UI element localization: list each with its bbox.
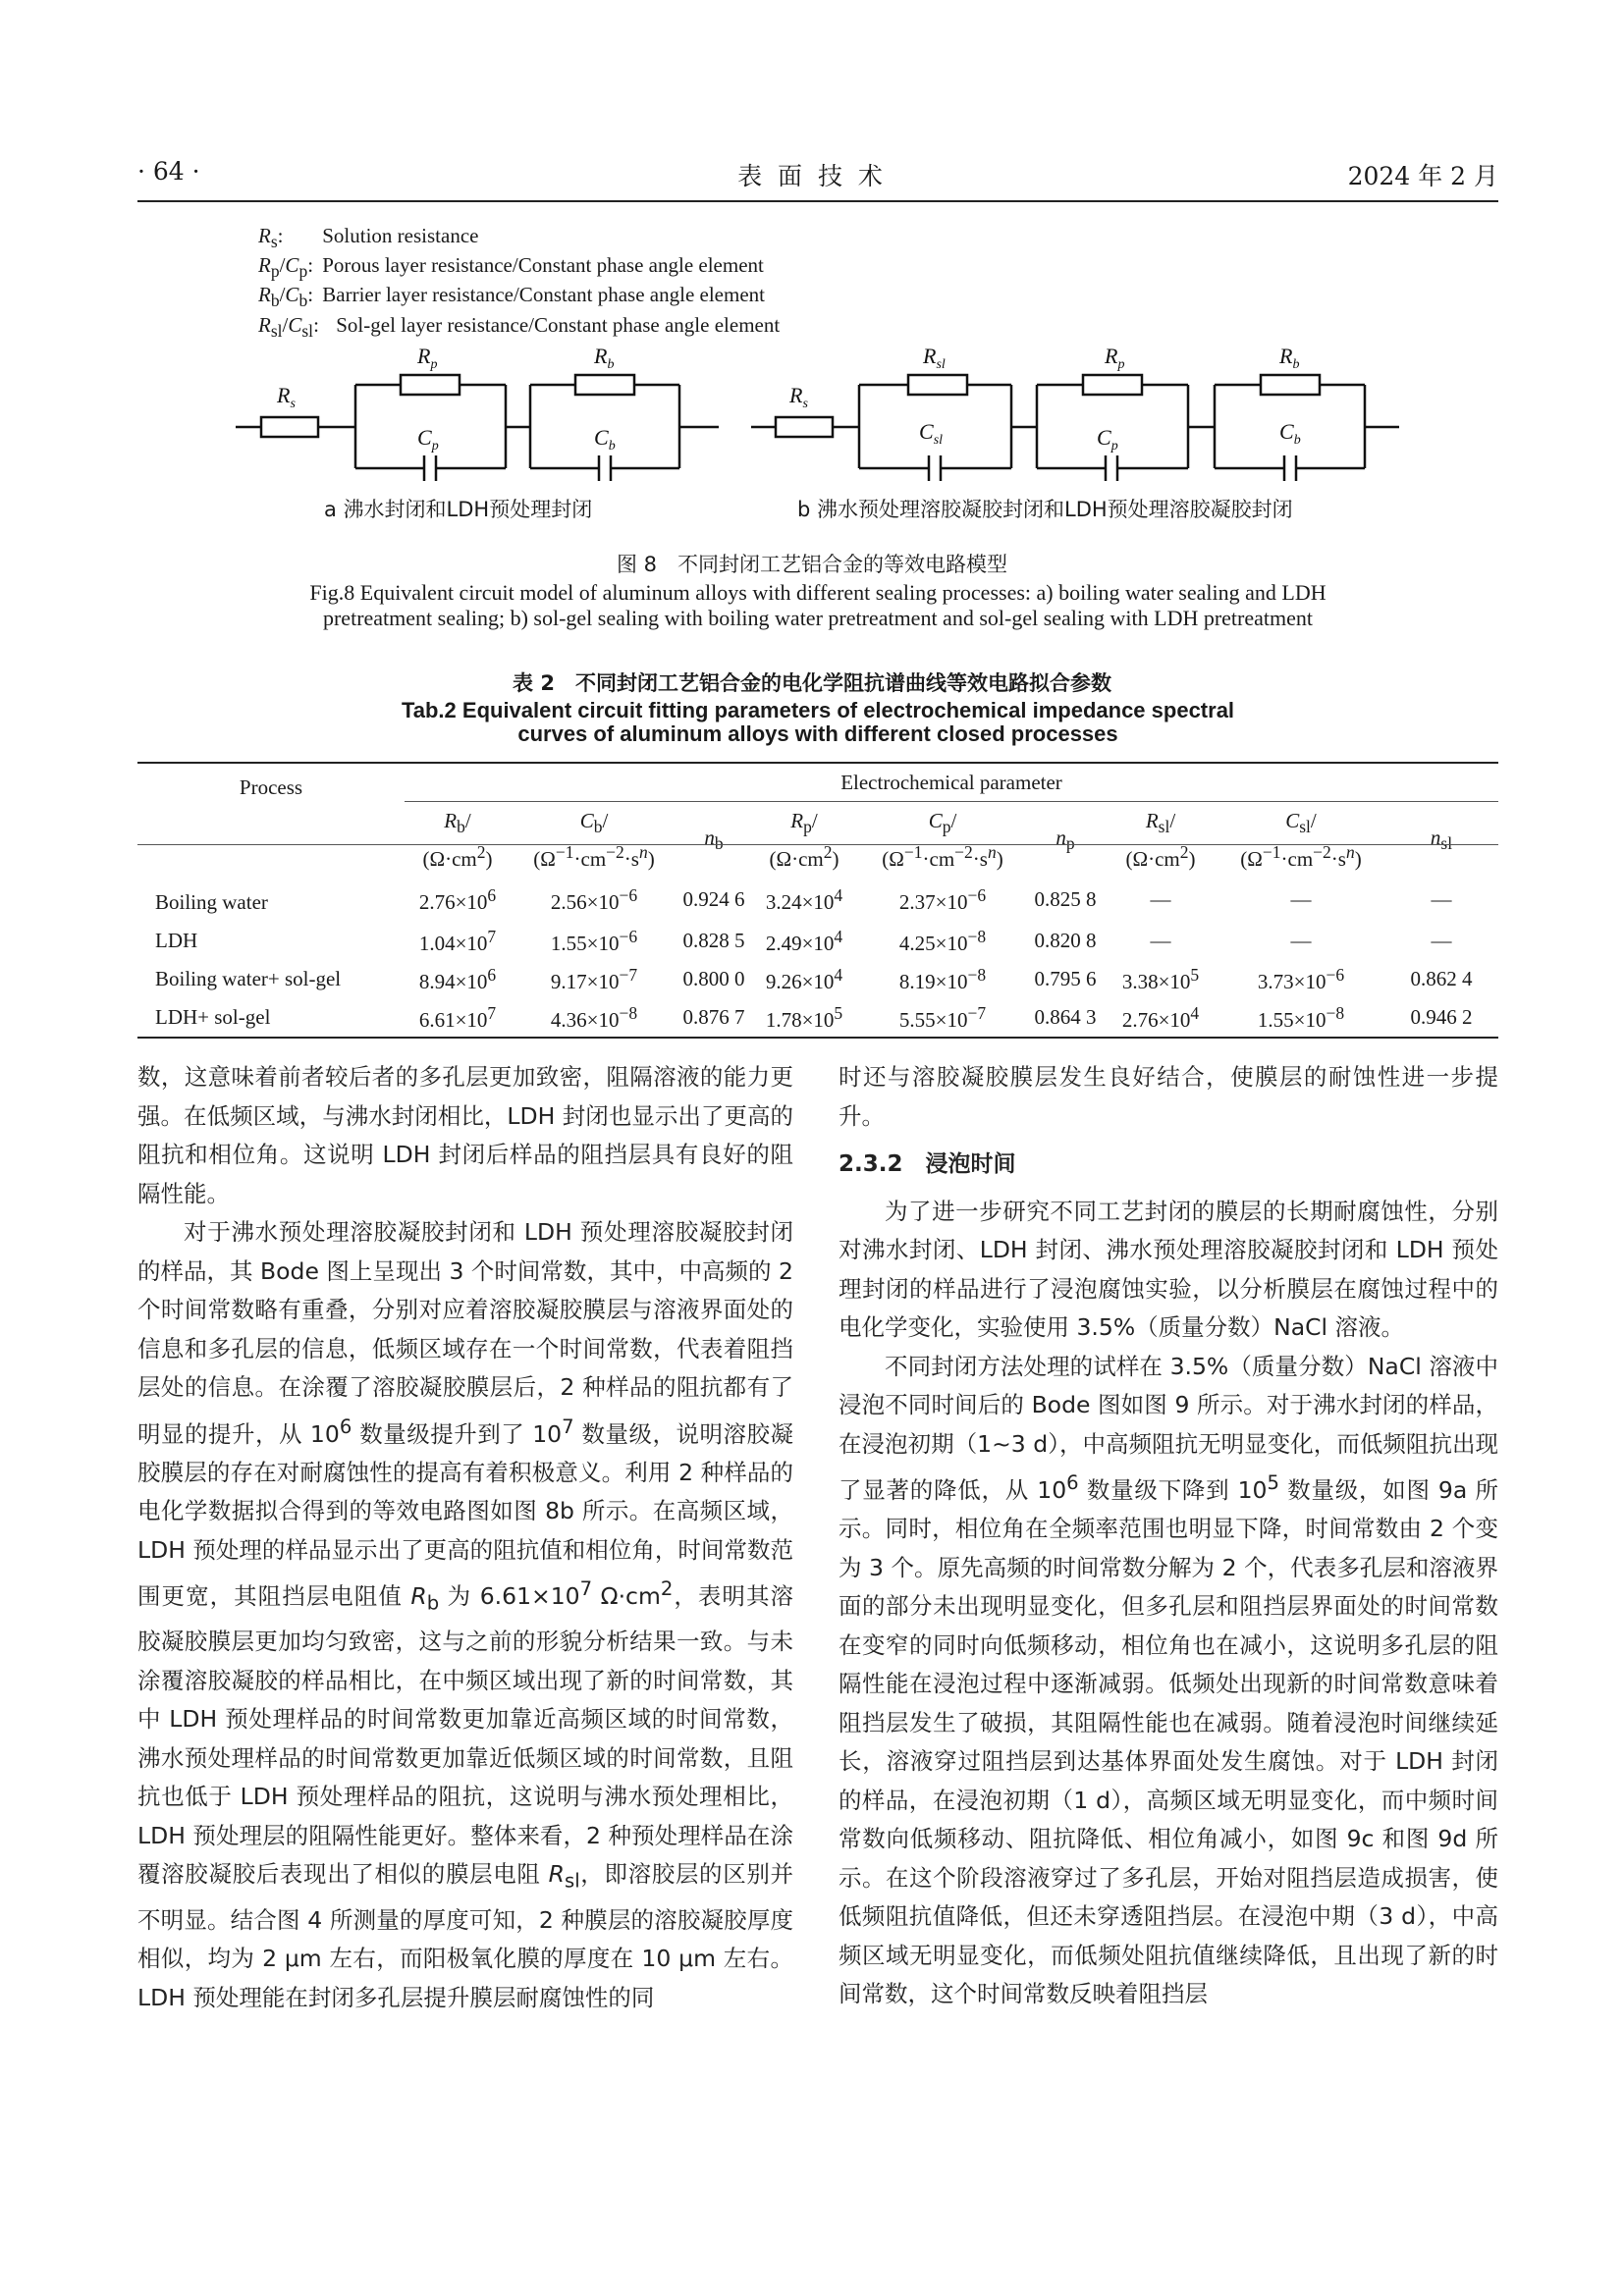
header-underline xyxy=(137,844,1498,845)
table-cell: $2.76\times 10^4$ xyxy=(1104,998,1218,1038)
process-name: Boiling water xyxy=(155,890,268,915)
table-cell: $1.78\times 10^5$ xyxy=(750,998,858,1038)
column-header: $n_b$ xyxy=(704,825,724,853)
column-header: $C_p/$ $(\Omega^{-1}\cdot cm^{-2}\cdot s^n)$ xyxy=(882,809,1003,872)
figure-title-cn: 图 8 不同封闭工艺铝合金的等效电路模型 xyxy=(616,553,1008,576)
body-paragraph: 数，这意味着前者较后者的多孔层更加致密，阻隔溶液的能力更强。在低频区域，与沸水封闭相比，LDH 封闭也显示出了更高的阻抗和相位角。这说明 LDH 封闭后样品的阻挡层具有良好的阻隔性能。 xyxy=(137,1063,793,1207)
label-cb-b: $C_b$ xyxy=(1279,419,1301,448)
group-header: Electrochemical parameter xyxy=(405,763,1498,802)
table-cell: 0.862 4 xyxy=(1410,967,1473,991)
table-cell: 0.876 7 xyxy=(677,998,750,1038)
body-paragraph: 不同封闭方法处理的试样在 3.5%（质量分数）NaCl 溶液中浸泡不同时间后的 Bode 图如图 9 所示。对于沸水封闭的样品，在浸泡初期（1~3 d），中高频阻抗无明显变化，而低频阻抗出现了显著的降低，从 $10^6$ 数量级下降到 $10^5$ 数量级，如图 9a 所示。同时，相位角在全频率范围也明显下降，时间常数由 2 个变为 3 个。原先高频的时间常数分解为 2 个，代表多孔层和溶液界面的部分未出现明显变化，但多孔层和阻挡层界面处的时间常数在变窄的同时向低频移动，相位角也在减小，这说明多孔层的阻隔性能在浸泡过程中逐渐减弱。低频处出现新的时间常数意味着阻挡层发生了破损，其阻隔性能也在减弱。随着浸泡时间继续延长，溶液穿过阻挡层到达基体界面处发生腐蚀。对于 LDH 封闭的样品，在浸泡初期（1 d），高频区域无明显变化，而中频时间常数向低频移动、阻抗降低、相位角减小，如图 9c 和图 9d 所示。在这个阶段溶液穿过了多孔层，开始对阻挡层造成损害，使低频阻抗值降低，但还未穿透阻挡层。在浸泡中期（3 d），中高频区域无明显变化，而低频处阻抗值继续降低，且出现了新的时间常数，这个时间常数反映着阻挡层 xyxy=(839,1352,1499,2008)
right-para-top: 时还与溶胶凝胶膜层发生良好结合，使膜层的耐蚀性进一步提升。 xyxy=(839,1063,1498,1130)
circuit-legend xyxy=(258,224,780,343)
table-cell: $1.04\times 10^7$ xyxy=(418,926,497,955)
table-cell: $1.55\times 10^{-6}$ xyxy=(550,926,638,955)
label-rsl-b: $R_{sl}$ xyxy=(923,344,946,372)
body-paragraph: 为了进一步研究不同工艺封闭的膜层的长期耐腐蚀性，分别对沸水封闭、LDH 封闭、沸水预处理溶胶凝胶封闭和 LDH 预处理封闭的样品进行了浸泡腐蚀实验，以分析膜层在腐蚀过程中的电化学变化，实验使用 3.5%（质量分数）NaCl 溶液。 xyxy=(839,1197,1498,1341)
table-cell: 0.828 5 xyxy=(682,929,745,953)
table-cell: $2.49\times 10^4$ xyxy=(765,926,843,955)
right-column-text xyxy=(839,1058,1498,2014)
label-cp-b: $C_p$ xyxy=(1097,425,1118,454)
body-paragraph: 对于沸水预处理溶胶凝胶封闭和 LDH 预处理溶胶凝胶封闭的样品，其 Bode 图上呈现出 3 个时间常数，其中，中高频的 2 个时间常数略有重叠，分别对应着溶胶凝胶膜层与溶液界面处的信息和多孔层的信息，低频区域存在一个时间常数，代表着阻挡层处的信息。在涂覆了溶胶凝胶膜层后，2 种样品的阻抗都有了明显的提升，从 $10^6$ 数量级提升到了 $10^7$ 数量级，说明溶胶凝胶膜层的存在对耐腐蚀性的提高有着积极意义。利用 2 种样品的电化学数据拟合得到的等效电路图如图 8b 所示。在高频区域，LDH 预处理的样品显示出了更高的阻抗值和相位角，时间常数范围更宽，其阻挡层电阻值 $R_b$ 为 $6.61\times 10^7$ $\Omega\cdot cm^2$，表明其溶胶凝胶膜层更加均匀致密，这与之前的形貌分析结果一致。与未涂覆溶胶凝胶的样品相比，在中频区域出现了新的时间常数，其中 LDH 预处理样品的时间常数更加靠近高频区域的时间常数，沸水预处理样品的时间常数更加靠近低频区域的时间常数，且阻抗也低于 LDH 预处理样品的阻抗，这说明与沸水预处理相比，LDH 预处理层的阻隔性能更好。整体来看，2 种预处理样品在涂覆溶胶凝胶后表现出了相似的膜层电阻 $R_{sl}$，即溶胶层的区别并不明显。结合图 4 所测量的厚度可知，2 种膜层的溶胶凝胶厚度相似，均为 2 μm 左右，而阳极氧化膜的厚度在 10 μm 左右。LDH 预处理能在封闭多孔层提升膜层耐腐蚀性的同 xyxy=(137,1218,793,2011)
header-rule xyxy=(137,200,1498,202)
table-cell: 0.946 2 xyxy=(1384,998,1498,1038)
column-header: $R_b/$ $(\Omega\cdot cm^2)$ xyxy=(422,809,493,872)
table-cell: 0.825 8 xyxy=(1034,887,1097,912)
left-column-text xyxy=(137,1058,793,2017)
circuit-b-caption: b 沸水预处理溶胶凝胶封闭和LDH预处理溶胶凝胶封闭 xyxy=(797,498,1293,521)
table-cell: — xyxy=(1431,887,1452,912)
label-cp-a: $C_p$ xyxy=(417,425,439,454)
process-header: Process xyxy=(137,763,405,878)
table-cell: 0.864 3 xyxy=(1027,998,1104,1038)
label-cb-a: $C_b$ xyxy=(594,425,616,454)
process-name: LDH xyxy=(155,929,198,953)
column-header: $n_{sl}$ xyxy=(1430,825,1453,853)
process-name: LDH+ sol-gel xyxy=(137,998,405,1038)
table-cell: 0.924 6 xyxy=(682,887,745,912)
column-header: $n_p$ xyxy=(1056,825,1075,853)
legend-item: $R_s$: Solution resistance xyxy=(258,224,479,252)
page-number: · 64 · xyxy=(137,157,200,186)
table-cell: 0.800 0 xyxy=(682,967,745,991)
table-cell: — xyxy=(1150,929,1171,953)
table-cell: $2.37\times 10^{-6}$ xyxy=(898,884,987,914)
table-cell: $6.61\times 10^7$ xyxy=(405,998,511,1038)
label-rs-a: $R_s$ xyxy=(277,383,296,411)
label-rp-b: $R_p$ xyxy=(1105,344,1125,372)
table-row xyxy=(137,922,1498,960)
table-row xyxy=(137,960,1498,998)
table-cell: $2.56\times 10^{-6}$ xyxy=(550,884,638,914)
table-cell: $1.55\times 10^{-8}$ xyxy=(1218,998,1384,1038)
label-rb-a: $R_b$ xyxy=(594,344,615,372)
table-cell: — xyxy=(1431,929,1452,953)
table-title-en: Tab.2 Equivalent circuit fitting parameters of electrochemical impedance spectral curves of aluminum alloys with different closed processes xyxy=(401,698,1235,746)
table-cell: $3.24\times 10^4$ xyxy=(765,884,843,914)
fitting-parameters-table xyxy=(137,762,1498,1039)
table-cell: $2.76\times 10^6$ xyxy=(418,884,497,914)
legend-item: $R_{sl}/C_{sl}$: Sol-gel layer resistance/Constant phase angle element xyxy=(258,312,781,341)
table-cell: $8.19\times 10^{-8}$ xyxy=(898,964,987,993)
table-cell: $3.38\times 10^5$ xyxy=(1121,964,1200,993)
section-heading-2-3-2: 2.3.2 浸泡时间 xyxy=(839,1151,1016,1177)
table-cell: — xyxy=(1290,929,1312,953)
equivalent-circuits xyxy=(216,334,1424,491)
table-row xyxy=(137,998,1498,1038)
table-cell: $9.17\times 10^{-7}$ xyxy=(550,964,638,993)
label-rb-b: $R_b$ xyxy=(1279,344,1300,372)
figure-title-en: Fig.8 Equivalent circuit model of aluminum alloys with different sealing processes: a) boiling water sealing and LDH pretreatment sealing; b) sol-gel sealing with boiling water pretreatment and sol-gel sealing with LDH pretreatment xyxy=(309,580,1326,630)
process-name: Boiling water+ sol-gel xyxy=(155,967,342,991)
legend-item: $R_p/C_p$: Porous layer resistance/Constant phase angle element xyxy=(258,253,764,282)
table-title-cn: 表 2 不同封闭工艺铝合金的电化学阻抗谱曲线等效电路拟合参数 xyxy=(513,671,1111,695)
column-header: $C_{sl}/$ $(\Omega^{-1}\cdot cm^{-2}\cdot s^n)$ xyxy=(1240,809,1362,872)
table-cell: $5.55\times 10^{-7}$ xyxy=(858,998,1027,1038)
table-cell: — xyxy=(1150,887,1171,912)
column-header: $R_{sl}/$ $(\Omega\cdot cm^2)$ xyxy=(1125,809,1196,872)
table-cell: $4.36\times 10^{-8}$ xyxy=(511,998,677,1038)
journal-name: 表 面 技 术 xyxy=(737,162,887,190)
label-csl-b: $C_{sl}$ xyxy=(919,419,944,448)
issue-date: 2024 年 2 月 xyxy=(1347,162,1498,190)
table-cell: — xyxy=(1290,887,1312,912)
column-header: $C_b/$ $(\Omega^{-1}\cdot cm^{-2}\cdot s^n)$ xyxy=(533,809,655,872)
legend-item: $R_b/C_b$: Barrier layer resistance/Constant phase angle element xyxy=(258,283,765,311)
table-cell: $4.25\times 10^{-8}$ xyxy=(898,926,987,955)
table-row xyxy=(137,878,1498,922)
table-cell: $9.26\times 10^4$ xyxy=(765,964,843,993)
label-rp-a: $R_p$ xyxy=(417,344,438,372)
circuit-a-caption: a 沸水封闭和LDH预处理封闭 xyxy=(324,498,593,521)
table-cell: 0.795 6 xyxy=(1034,967,1097,991)
label-rs-b: $R_s$ xyxy=(789,383,808,411)
table-cell: $3.73\times 10^{-6}$ xyxy=(1257,964,1345,993)
resistor-rs-a xyxy=(261,417,318,437)
column-header: $R_p/$ $(\Omega\cdot cm^2)$ xyxy=(769,809,839,872)
table-cell: 0.820 8 xyxy=(1034,929,1097,953)
table-cell: $8.94\times 10^6$ xyxy=(418,964,497,993)
